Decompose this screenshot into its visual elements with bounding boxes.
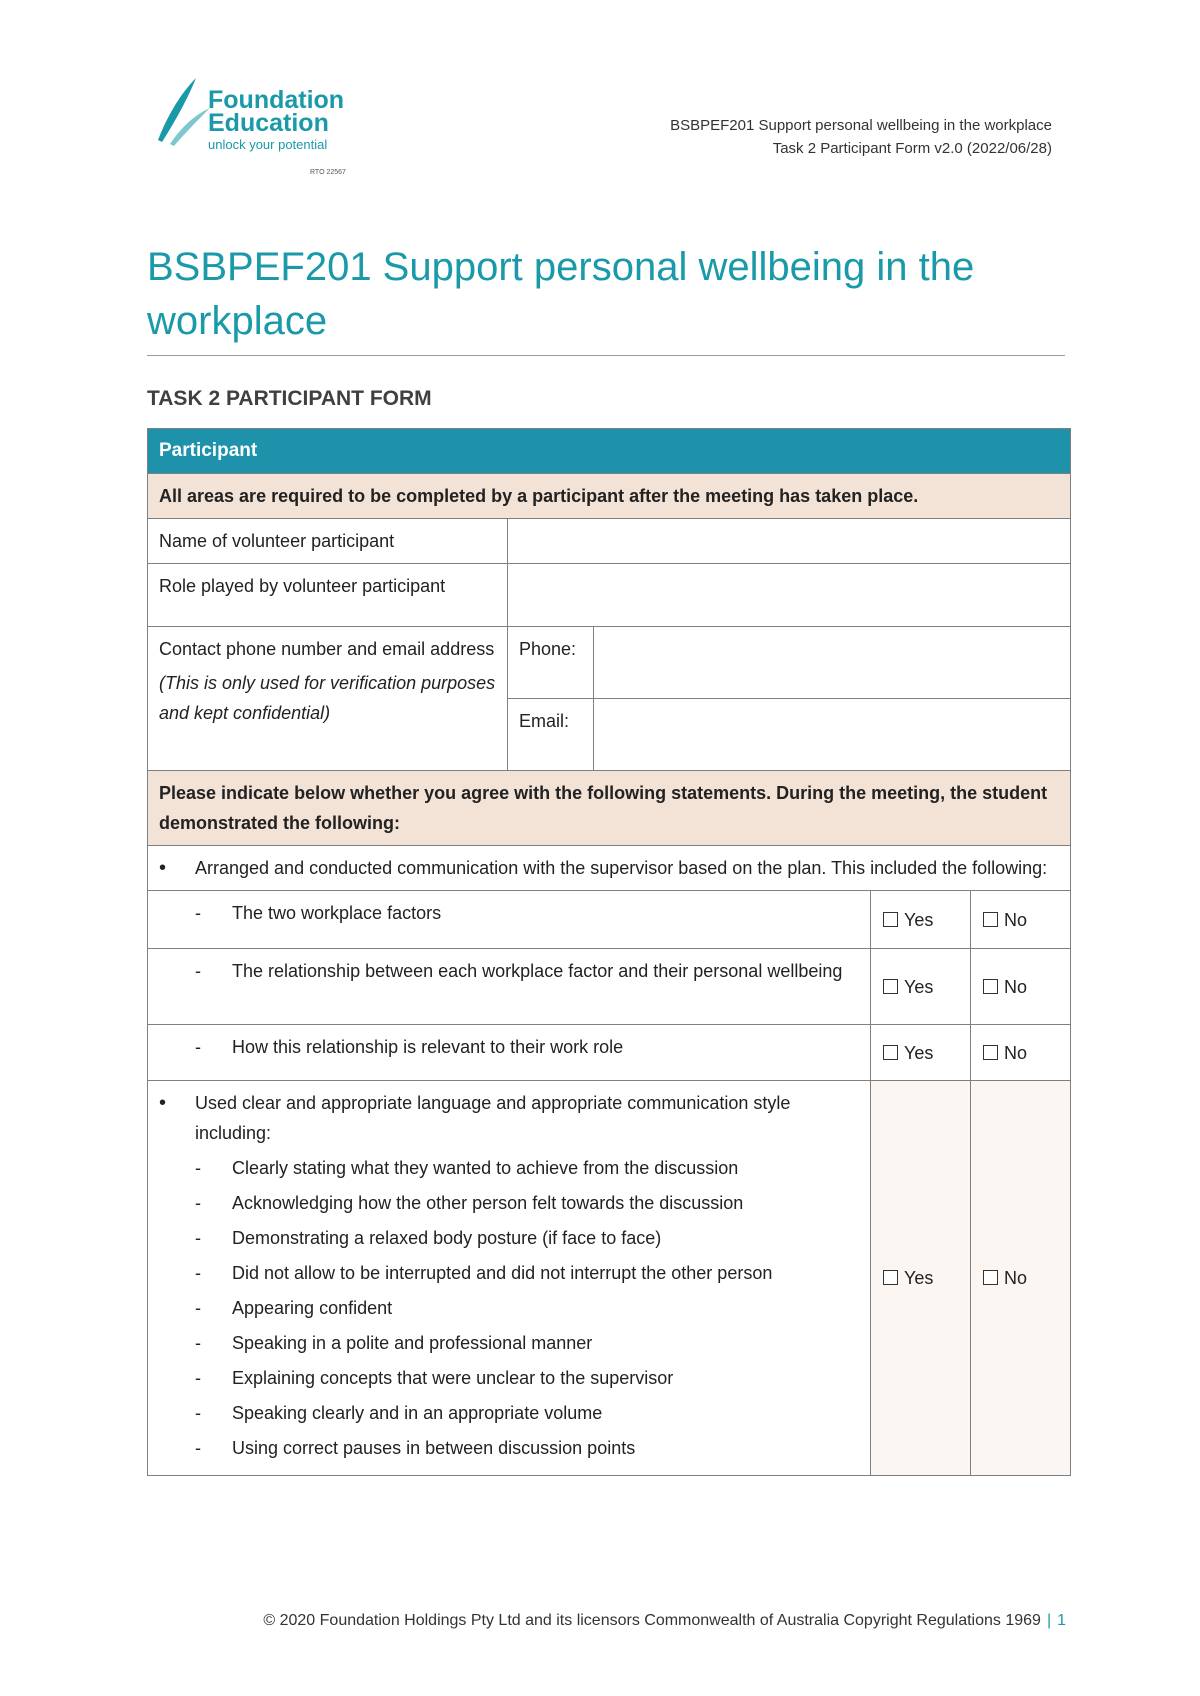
list-item: - Speaking in a polite and professional manner — [195, 1333, 593, 1353]
page-subtitle: TASK 2 PARTICIPANT FORM — [147, 387, 432, 410]
no-checkbox[interactable]: No — [971, 891, 1071, 949]
role-label: Role played by volunteer participant — [148, 564, 508, 627]
logo-graphic — [152, 74, 372, 184]
header-unit-title: BSBPEF201 Support personal wellbeing in the workplace — [670, 117, 1052, 134]
bullet2-list — [159, 1153, 859, 1463]
list-item: - Clearly stating what they wanted to achieve from the discussion — [195, 1158, 739, 1178]
title-divider — [147, 355, 1065, 356]
criterion-row — [148, 891, 1071, 949]
logo — [152, 74, 372, 184]
criterion-text: The two workplace factors — [232, 903, 442, 923]
criterion-row — [148, 949, 1071, 1025]
list-item: - Using correct pauses in between discussion points — [195, 1438, 636, 1458]
yes-checkbox[interactable]: Yes — [871, 1025, 971, 1081]
role-field[interactable] — [508, 564, 1071, 627]
logo-tagline: unlock your potential — [208, 137, 328, 152]
section-heading: Participant — [148, 429, 1071, 474]
contact-label: Contact phone number and email address — [159, 639, 495, 659]
header-form-version: Task 2 Participant Form v2.0 (2022/06/28) — [772, 140, 1052, 157]
email-label: Email: — [508, 699, 594, 771]
checkbox-icon — [983, 912, 998, 927]
contact-note: (This is only used for verification purposes and kept confidential) — [159, 673, 496, 723]
participant-form-table — [147, 428, 1071, 1476]
name-field[interactable] — [508, 519, 1071, 564]
footer — [0, 1612, 1066, 1630]
statements-heading: Please indicate below whether you agree with the following statements. During the meeting, the student demonstrated the following: — [148, 771, 1071, 846]
list-item: - Appearing confident — [195, 1298, 393, 1318]
name-row — [148, 519, 1071, 564]
checkbox-icon — [883, 912, 898, 927]
role-row — [148, 564, 1071, 627]
bullet-icon: • — [159, 857, 167, 879]
checkbox-icon — [983, 1045, 998, 1060]
no-checkbox[interactable]: No — [971, 949, 1071, 1025]
criterion-text: The relationship between each workplace factor and their personal wellbeing — [232, 961, 843, 981]
logo-rto: RTO 22567 — [310, 169, 346, 176]
yes-checkbox[interactable]: Yes — [871, 1081, 971, 1476]
yes-checkbox[interactable]: Yes — [871, 949, 971, 1025]
checkbox-icon — [883, 1270, 898, 1285]
instruction-text: All areas are required to be completed by a participant after the meeting has taken place. — [148, 474, 1071, 519]
list-item: - Acknowledging how the other person felt towards the discussion — [195, 1193, 744, 1213]
contact-cell — [148, 627, 508, 771]
footer-separator: | — [1046, 1612, 1052, 1629]
bullet-icon: • — [159, 1092, 167, 1114]
list-item: - Demonstrating a relaxed body posture (if face to face) — [195, 1228, 662, 1248]
instruction-row — [148, 474, 1071, 519]
no-checkbox[interactable]: No — [971, 1025, 1071, 1081]
header-meta — [670, 114, 1052, 160]
checkbox-icon — [883, 1045, 898, 1060]
statements-heading-row — [148, 771, 1071, 846]
name-label: Name of volunteer participant — [148, 519, 508, 564]
criterion-text: How this relationship is relevant to their work role — [232, 1037, 624, 1057]
logo-swoosh-icon — [158, 78, 196, 142]
checkbox-icon — [983, 1270, 998, 1285]
phone-row — [148, 627, 1071, 699]
page-number: 1 — [1057, 1612, 1066, 1629]
logo-name-line2: Education — [208, 109, 329, 137]
criterion-cell: - How this relationship is relevant to their work role — [148, 1025, 871, 1081]
logo-name-line1: Foundation — [208, 86, 345, 114]
phone-field[interactable] — [594, 627, 1071, 699]
list-item: - Explaining concepts that were unclear to the supervisor — [195, 1368, 674, 1388]
bullet1-row — [148, 846, 1071, 891]
phone-label: Phone: — [508, 627, 594, 699]
section-heading-row — [148, 429, 1071, 474]
checkbox-icon — [983, 979, 998, 994]
bullet1-text: Arranged and conducted communication with the supervisor based on the plan. This included the following: — [195, 858, 1048, 878]
list-item: - Speaking clearly and in an appropriate volume — [195, 1403, 603, 1423]
bullet2-text: Used clear and appropriate language and appropriate communication style including: — [195, 1093, 791, 1143]
criterion-cell: - The two workplace factors — [148, 891, 871, 949]
no-checkbox[interactable]: No — [971, 1081, 1071, 1476]
list-item: - Did not allow to be interrupted and did not interrupt the other person — [195, 1263, 773, 1283]
bullet2-cell — [148, 1081, 871, 1476]
yes-checkbox[interactable]: Yes — [871, 891, 971, 949]
criterion-row — [148, 1025, 1071, 1081]
email-field[interactable] — [594, 699, 1071, 771]
bullet2-row — [148, 1081, 1071, 1476]
criterion-cell: - The relationship between each workplace factor and their personal wellbeing — [148, 949, 871, 1025]
page-title: BSBPEF201 Support personal wellbeing in the workplace — [147, 245, 975, 343]
footer-copyright: © 2020 Foundation Holdings Pty Ltd and its licensors Commonwealth of Australia Copyright Regulations 1969 — [263, 1612, 1041, 1629]
bullet1-cell — [148, 846, 1071, 891]
checkbox-icon — [883, 979, 898, 994]
